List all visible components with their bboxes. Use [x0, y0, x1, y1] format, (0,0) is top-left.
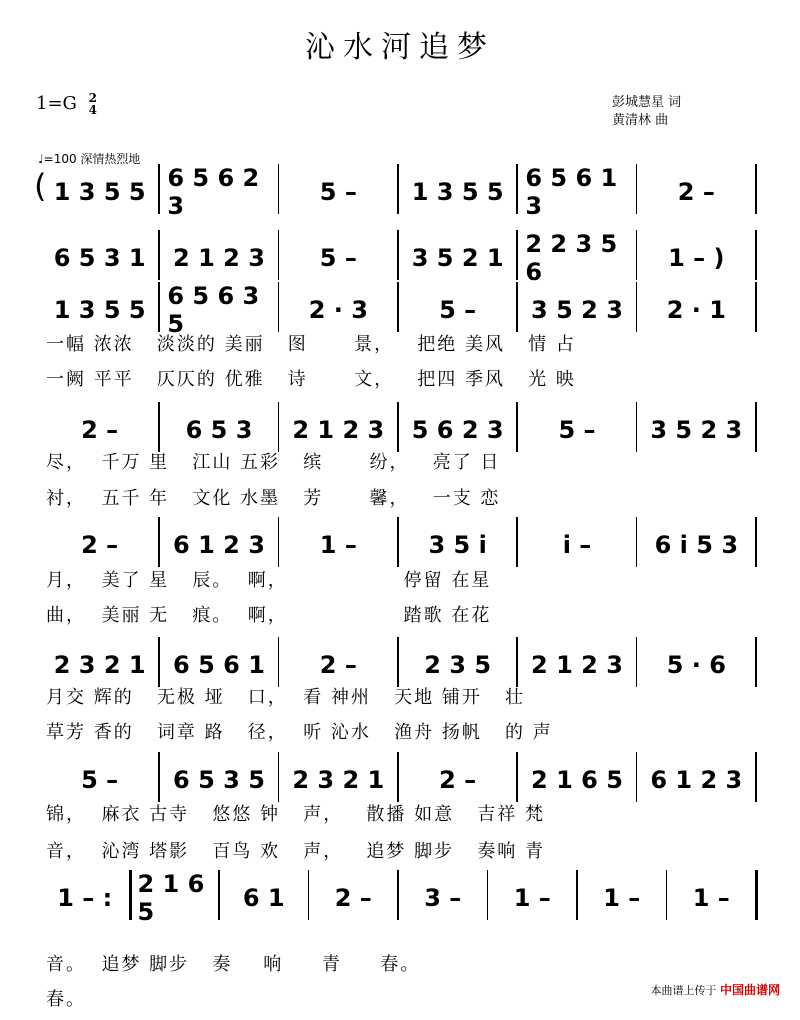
measure-notes: 2 –: [81, 531, 119, 559]
measure: [645, 410, 748, 450]
measure: [406, 878, 480, 918]
key-label: 1=G: [36, 93, 77, 114]
measure: [167, 525, 270, 565]
measure-notes: 2 –: [439, 766, 477, 794]
measure-notes: 6 5 3 1: [53, 244, 146, 272]
barline: [666, 870, 668, 920]
measure: [406, 760, 509, 800]
measure: [137, 870, 212, 926]
barline: [636, 282, 638, 332]
measure: [525, 230, 628, 286]
measure: [48, 290, 151, 330]
measure-notes: 6 1: [242, 884, 285, 912]
lyric-line: 衬， 五千 年 文化 水墨 芳 馨， 一支 恋: [46, 488, 501, 509]
barline: [516, 637, 518, 687]
barline: [129, 870, 132, 920]
lyric-line: 锦， 麻衣 古寺 悠悠 钟 声， 散播 如意 吉祥 梵: [46, 804, 545, 825]
barline: [636, 752, 638, 802]
measure-notes: 6 5 6 3 5: [167, 282, 260, 338]
measure-notes: 2 · 1: [666, 296, 726, 324]
measure-notes: 5 –: [319, 178, 357, 206]
barline: [278, 402, 280, 452]
measure-notes: 2 3 2 1: [292, 766, 385, 794]
measure-notes: 2 3 5: [424, 651, 492, 679]
measure-notes: 6 5 3 5: [173, 766, 265, 794]
score-row: [40, 760, 756, 804]
measure-notes: 5 –: [558, 416, 596, 444]
barline: [516, 402, 518, 452]
lyricist-credit: 彭城慧星 词: [612, 95, 682, 110]
barline: [278, 637, 280, 687]
score-row: [40, 282, 756, 338]
measure-notes: 5 –: [439, 296, 477, 324]
measure-notes: 6 i 5 3: [654, 531, 739, 559]
measure-notes: 2 –: [81, 416, 119, 444]
measure: [675, 878, 749, 918]
measure: [406, 238, 509, 278]
barline: [158, 164, 160, 214]
measure: [287, 645, 390, 685]
lyric-line: 尽， 千万 里 江山 五彩 缤 纷， 亮了 日: [46, 452, 501, 473]
measure: [525, 164, 628, 220]
measure-notes: 2 –: [677, 178, 715, 206]
barline: [397, 164, 399, 214]
barline: [158, 637, 160, 687]
measure-notes: 5 –: [81, 766, 119, 794]
measure: [525, 290, 628, 330]
measure-notes: 1 3 5 5: [411, 178, 504, 206]
measure: [406, 290, 509, 330]
barline: [158, 402, 160, 452]
barline: [278, 517, 280, 567]
barline: [636, 637, 638, 687]
lyric-line: 音。 追梦 脚步 奏 响 青 春。: [46, 954, 421, 975]
barline: [516, 282, 518, 332]
measure-notes: 1 3 5 5: [53, 296, 146, 324]
measure-notes: 1 3 5 5: [53, 178, 146, 206]
barline: [397, 752, 399, 802]
barline: [755, 282, 757, 332]
barline: [516, 752, 518, 802]
measure: [48, 172, 151, 212]
measure: [645, 172, 748, 212]
barline: [636, 517, 638, 567]
measure: [406, 172, 509, 212]
barline: [755, 402, 757, 452]
measure-notes: 6 5 6 2 3: [167, 164, 260, 220]
measure: [287, 525, 390, 565]
measure: [525, 525, 628, 565]
measure: [645, 760, 748, 800]
measure: [287, 760, 390, 800]
measure: [645, 238, 748, 278]
credits: [612, 94, 681, 130]
barline: [308, 870, 310, 920]
measure: [317, 878, 391, 918]
barline: [218, 870, 220, 920]
barline: [397, 517, 399, 567]
lyric-line: 一阙 平平 仄仄的 优雅 诗 文， 把四 季风 光 映: [46, 369, 576, 390]
measure-notes: 2 2 3 5 6: [525, 230, 618, 286]
composer-credit: 黄清林 曲: [612, 113, 669, 128]
footer: [650, 981, 780, 998]
measure: [167, 238, 270, 278]
barline: [755, 870, 758, 920]
key-signature: [36, 92, 97, 116]
measure: [167, 282, 270, 338]
measure-notes: 2 · 3: [308, 296, 368, 324]
barline: [278, 752, 280, 802]
measure-notes: 2 –: [319, 651, 357, 679]
measure: [406, 645, 509, 685]
barline: [636, 230, 638, 280]
measure-notes: 6 5 6 1: [173, 651, 265, 679]
barline: [516, 230, 518, 280]
measure: [287, 410, 390, 450]
measure-notes: 1 –: [603, 884, 641, 912]
measure: [645, 645, 748, 685]
tempo-marking: ♩=100 深情热烈地: [38, 152, 141, 166]
site-logo: 中国曲谱网: [719, 983, 780, 997]
lyric-line: 月， 美了 星 辰。 啊， 停留 在星: [46, 570, 492, 591]
measure-notes: 6 1 2 3: [650, 766, 743, 794]
measure-notes: 3 5 2 3: [531, 296, 623, 324]
measure-notes: 3 5 2 1: [411, 244, 504, 272]
barline: [158, 282, 160, 332]
measure-notes: 6 5 3: [185, 416, 253, 444]
barline: [278, 230, 280, 280]
measure-notes: 1 – :: [57, 884, 113, 912]
measure: [525, 645, 628, 685]
footer-text: 本曲谱上传于: [650, 984, 717, 997]
barline: [158, 752, 160, 802]
measure-notes: 1 – ): [668, 244, 725, 272]
measure: [645, 290, 748, 330]
measure-notes: 6 1 2 3: [173, 531, 265, 559]
measure-notes: 3 5 i: [428, 531, 487, 559]
measure: [645, 525, 748, 565]
measure-notes: 5 –: [319, 244, 357, 272]
time-sig-bottom: 4: [88, 103, 98, 117]
barline: [755, 752, 757, 802]
barline: [576, 870, 578, 920]
measure: [48, 410, 151, 450]
barline: [158, 517, 160, 567]
barline: [487, 870, 489, 920]
barline: [397, 402, 399, 452]
measure: [167, 410, 270, 450]
barline: [516, 517, 518, 567]
score-row: [34, 164, 756, 220]
lyric-line: 一幅 浓浓 淡淡的 美丽 图 景， 把绝 美风 情 占: [46, 334, 576, 355]
measure-notes: 5 6 2 3: [411, 416, 504, 444]
measure-notes: 5 · 6: [666, 651, 726, 679]
measure-notes: 3 –: [424, 884, 462, 912]
measure-notes: 2 1 2 3: [292, 416, 385, 444]
measure-notes: 2 1 6 5: [137, 870, 205, 926]
measure-notes: 1 –: [319, 531, 357, 559]
measure: [585, 878, 659, 918]
barline: [636, 164, 638, 214]
measure-notes: 6 5 6 1 3: [525, 164, 618, 220]
barline: [755, 164, 757, 214]
time-sig-top: 2: [88, 91, 98, 105]
barline: [397, 282, 399, 332]
measure: [406, 410, 509, 450]
measure-notes: 2 –: [334, 884, 372, 912]
repeat-paren-open: (: [34, 167, 47, 205]
measure: [525, 410, 628, 450]
measure: [525, 760, 628, 800]
measure: [496, 878, 570, 918]
measure: [287, 290, 390, 330]
measure: [48, 760, 151, 800]
measure: [167, 164, 270, 220]
lyric-line: 春。: [46, 989, 86, 1010]
measure: [406, 525, 509, 565]
score-row: [40, 870, 756, 926]
lyric-line: 月交 辉的 无极 垭 口， 看 神州 天地 铺开 壮: [46, 687, 525, 708]
lyric-line: 草芳 香的 词章 路 径， 听 沁水 渔舟 扬帆 的 声: [46, 722, 553, 743]
measure: [48, 525, 151, 565]
barline: [397, 637, 399, 687]
barline: [278, 282, 280, 332]
measure-notes: 2 1 6 5: [531, 766, 623, 794]
measure: [167, 760, 270, 800]
barline: [755, 517, 757, 567]
measure-notes: 2 1 2 3: [173, 244, 265, 272]
measure-notes: 1 –: [513, 884, 551, 912]
measure-notes: 1 –: [692, 884, 730, 912]
measure: [287, 238, 390, 278]
measure: [48, 238, 151, 278]
measure-notes: 2 1 2 3: [531, 651, 623, 679]
barline: [158, 230, 160, 280]
measure-notes: 3 5 2 3: [650, 416, 743, 444]
barline: [636, 402, 638, 452]
song-title: 沁水河追梦: [305, 30, 495, 65]
measure-notes: i –: [562, 531, 592, 559]
lyric-line: 音， 沁湾 塔影 百鸟 欢 声， 追梦 脚步 奏响 青: [46, 841, 545, 862]
barline: [278, 164, 280, 214]
measure-notes: 2 3 2 1: [53, 651, 146, 679]
barline: [397, 230, 399, 280]
measure: [48, 878, 122, 918]
measure: [167, 645, 270, 685]
time-signature: [89, 92, 97, 116]
barline: [397, 870, 399, 920]
score-row: [40, 230, 756, 286]
measure: [287, 172, 390, 212]
measure: [227, 878, 301, 918]
barline: [516, 164, 518, 214]
barline: [755, 637, 757, 687]
score-row: [40, 525, 756, 569]
barline: [755, 230, 757, 280]
measure: [48, 645, 151, 685]
lyric-line: 曲， 美丽 无 痕。 啊， 踏歌 在花: [46, 605, 492, 626]
